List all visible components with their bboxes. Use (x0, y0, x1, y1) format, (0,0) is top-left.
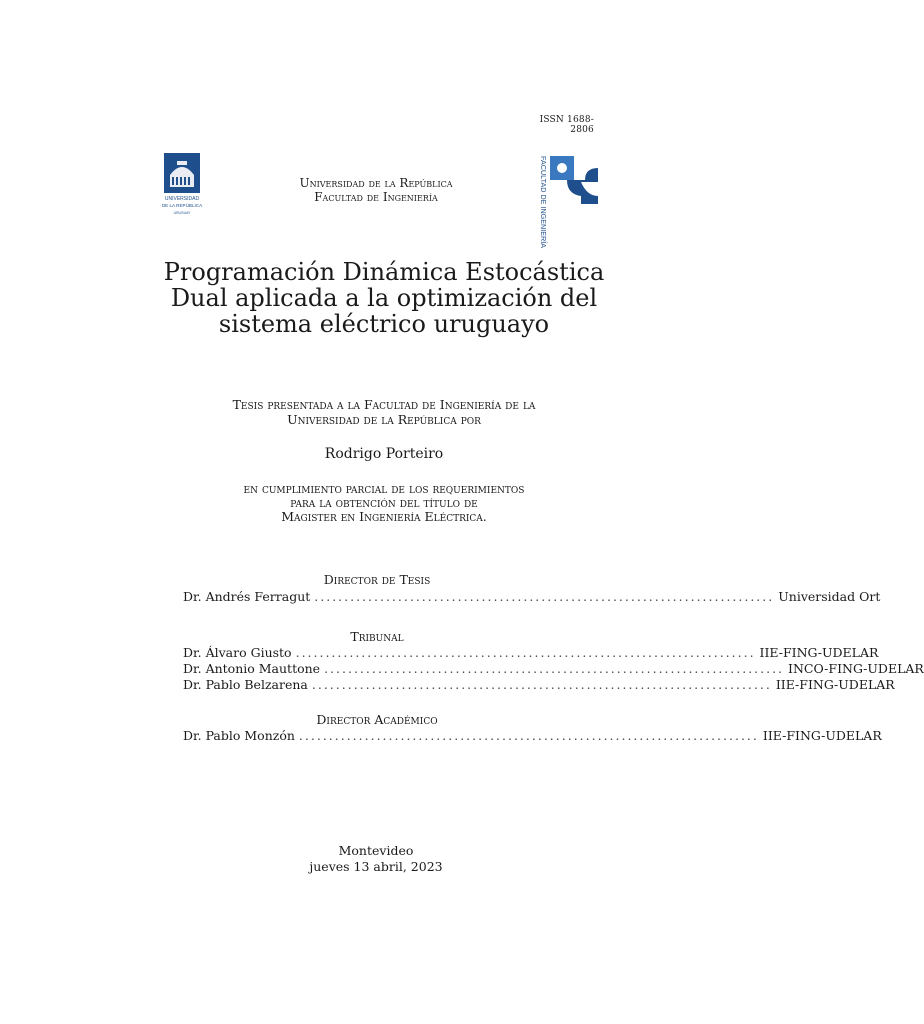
thesis-title-line-3: sistema eléctrico uruguayo (218, 310, 550, 338)
member-name: Dr. Pablo Monzón (183, 728, 295, 743)
director-tesis-heading: Director de Tesis (323, 572, 431, 587)
place-and-date (230, 843, 522, 875)
fing-logo (537, 154, 599, 248)
university-name: Universidad de la República (299, 176, 453, 190)
member-institution: IIE-FING-UDELAR (762, 728, 882, 743)
city: Montevideo (338, 843, 414, 858)
udelar-logo-line-2: DE LA REPÚBLICA (161, 203, 203, 208)
committee-row (183, 661, 924, 677)
degree-line-2: para la obtención del título de (290, 495, 478, 510)
dot-leader: ............................................................................. (311, 677, 772, 692)
member-institution: IIE-FING-UDELAR (775, 677, 895, 692)
committee-row (183, 645, 879, 661)
member-institution: INCO-FING-UDELAR (788, 661, 924, 676)
author-name: Rodrigo Porteiro (324, 446, 444, 462)
dot-leader: ............................................................................. (314, 589, 775, 604)
member-name: Dr. Álvaro Giusto (183, 645, 292, 660)
director-academico-heading: Director Académico (316, 712, 438, 727)
degree-line-1: en cumplimiento parcial de los requerimientos (243, 481, 525, 496)
tribunal-heading: Tribunal (350, 629, 404, 644)
degree-line-3: Magister en Ingeniería Eléctrica. (281, 509, 487, 524)
thesis-title-line-1: Programación Dinámica Estocástica (163, 258, 605, 286)
committee-row (183, 728, 882, 744)
dot-leader: ............................................................................. (295, 645, 756, 660)
presentation-statement (140, 397, 628, 427)
fing-logo-vertical-text: FACULTAD DE INGENIERÍA (539, 156, 548, 248)
degree-statement (140, 482, 628, 524)
dot-leader: ............................................................................. (298, 728, 759, 743)
member-name: Dr. Antonio Mauttone (183, 661, 321, 676)
thesis-title-line-2: Dual aplicada a la optimización del (170, 284, 598, 312)
member-institution: Universidad Ort (778, 589, 881, 604)
faculty-name: Facultad de Ingeniería (314, 190, 438, 204)
thesis-title (120, 259, 648, 337)
dot-leader: ............................................................................. (324, 661, 785, 676)
udelar-logo-line-1: UNIVERSIDAD (164, 196, 200, 202)
presentation-line-2: Universidad de la República por (287, 412, 481, 427)
issn-number: ISSN 1688-2806 (539, 115, 594, 135)
committee-row (183, 677, 895, 693)
member-name: Dr. Pablo Belzarena (183, 677, 308, 692)
udelar-logo (160, 153, 204, 217)
university-header (230, 176, 522, 204)
member-name: Dr. Andrés Ferragut (183, 589, 311, 604)
member-institution: IIE-FING-UDELAR (759, 645, 879, 660)
committee-row (183, 589, 881, 605)
udelar-logo-line-3: URUGUAY (173, 211, 191, 215)
date: jueves 13 abril, 2023 (309, 859, 443, 874)
presentation-line-1: Tesis presentada a la Facultad de Ingeniería de la (232, 397, 536, 412)
